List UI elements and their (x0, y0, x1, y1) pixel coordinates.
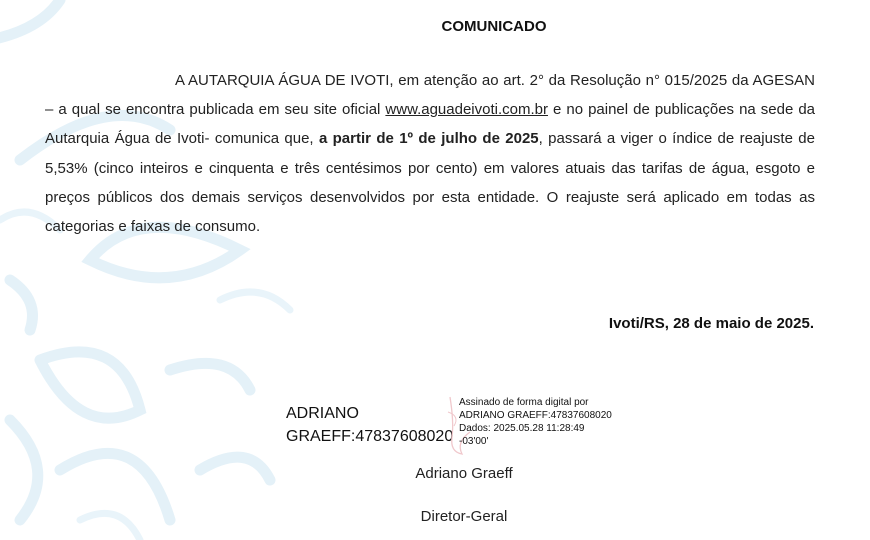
paragraph-text-part2: e no painel de publicações na sede da Autarquia Água de Ivoti- comunica que, (45, 101, 816, 148)
place-date: Ivoti/RS, 28 de maio de 2025. (608, 315, 814, 332)
digital-signature-details (459, 396, 612, 448)
effective-date-bold: a partir de 1º de julho de 2025 (318, 130, 539, 148)
signer-name: Adriano Graeff (415, 465, 513, 482)
digital-signature-name (286, 402, 453, 448)
announcement-paragraph (45, 66, 815, 241)
paragraph-text-part3: , passará a viger o índice de reajuste de 5,53% (cinco inteiros e cinquenta e três centésimos por cento) em valores atuais das tarifas de água, esgoto e preços públicos dos demais serviços desenvolvidos por esta entidade. O reajuste será aplicado em todas as categorias e faixas de consumo. (45, 130, 815, 236)
paragraph-text-part1: A AUTARQUIA ÁGUA DE IVOTI, em atenção ao art. 2° da Resolução n° 015/2025 da AGESAN – a qual se encontra publicada em seu site oficial (45, 72, 815, 119)
signer-role: Diretor-Geral (420, 508, 508, 525)
signature-detail-line3: Dados: 2025.05.28 11:28:49 (459, 423, 585, 434)
signature-detail-line1: Assinado de forma digital por (459, 397, 589, 408)
document-title: COMUNICADO (441, 18, 547, 35)
website-link[interactable]: www.aguadeivoti.com.br (385, 101, 548, 119)
signature-detail-line4: -03'00' (459, 436, 489, 447)
signature-detail-line2: ADRIANO GRAEFF:47837608020 (459, 410, 612, 421)
signature-name-line2: GRAEFF:47837608020 (286, 428, 454, 445)
signature-name-line1: ADRIANO (286, 405, 359, 422)
